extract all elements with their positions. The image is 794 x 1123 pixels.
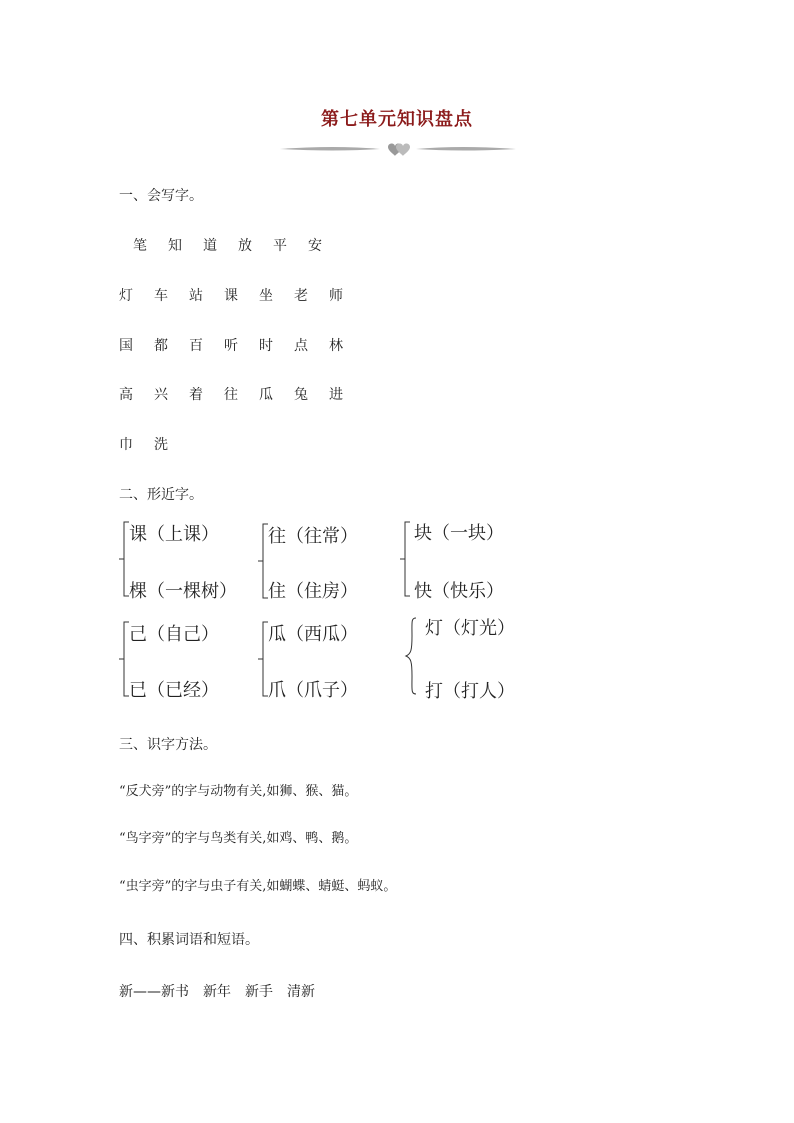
method-line: “虫字旁”的字与虫子有关,如蝴蝶、蜻蜓、蚂蚁。: [119, 879, 397, 894]
char: 站: [189, 288, 203, 304]
char: 国: [119, 338, 133, 354]
char: 老: [294, 288, 308, 304]
section-heading-method: 三、识字方法。: [119, 737, 217, 753]
char: 瓜: [259, 387, 273, 403]
section-heading-phrases: 四、积累词语和短语。: [119, 932, 259, 948]
similar-char-bottom: 爪（爪子）: [268, 680, 358, 701]
phrase-line: [119, 981, 329, 1001]
similar-char-bottom: 住（住房）: [268, 581, 358, 602]
char: 笔: [133, 238, 147, 254]
char: 灯: [119, 288, 133, 304]
similar-char-bottom: 已（已经）: [129, 680, 219, 701]
similar-char-top: 课（上课）: [129, 524, 219, 545]
method-line: “反犬旁”的字与动物有关,如狮、猴、猫。: [119, 784, 358, 799]
char: 放: [238, 238, 252, 254]
char: 洗: [154, 437, 168, 453]
curly-brace-icon: [404, 616, 418, 696]
char: 巾: [119, 437, 133, 453]
char: 安: [308, 238, 322, 254]
char: 兔: [294, 387, 308, 403]
char: 林: [329, 338, 343, 354]
char: 进: [329, 387, 343, 403]
similar-char-bottom: 棵（一棵树）: [129, 581, 237, 602]
heart-divider: [280, 141, 516, 157]
square-bracket-icon: [400, 520, 412, 598]
phrase-item: 新——新书: [119, 984, 189, 1000]
char: 都: [154, 338, 168, 354]
char: 往: [224, 387, 238, 403]
char: 车: [154, 288, 168, 304]
similar-char-top: 灯（灯光）: [425, 618, 515, 639]
phrase-item: 清新: [287, 984, 315, 1000]
char: 平: [273, 238, 287, 254]
char: 百: [189, 338, 203, 354]
char: 听: [224, 338, 238, 354]
char: 道: [203, 238, 217, 254]
char: 时: [259, 338, 273, 354]
similar-char-top: 块（一块）: [414, 523, 504, 544]
section-heading-write: 一、会写字。: [119, 188, 203, 204]
similar-char-bottom: 快（快乐）: [414, 581, 504, 602]
page-title: 第七单元知识盘点: [321, 109, 473, 130]
similar-char-top: 己（自己）: [129, 624, 219, 645]
method-line: “鸟字旁”的字与鸟类有关,如鸡、鸭、鹅。: [119, 831, 358, 846]
phrase-item: 新年: [203, 984, 231, 1000]
char: 高: [119, 387, 133, 403]
char: 兴: [154, 387, 168, 403]
similar-char-bottom: 打（打人）: [425, 681, 515, 702]
similar-char-top: 瓜（西瓜）: [268, 624, 358, 645]
char: 师: [329, 288, 343, 304]
char: 课: [224, 288, 238, 304]
char: 着: [189, 387, 203, 403]
similar-char-top: 往（往常）: [268, 526, 358, 547]
section-heading-similar: 二、形近字。: [119, 487, 203, 503]
phrase-item: 新手: [245, 984, 273, 1000]
char: 知: [168, 238, 182, 254]
char: 点: [294, 338, 308, 354]
char: 坐: [259, 288, 273, 304]
